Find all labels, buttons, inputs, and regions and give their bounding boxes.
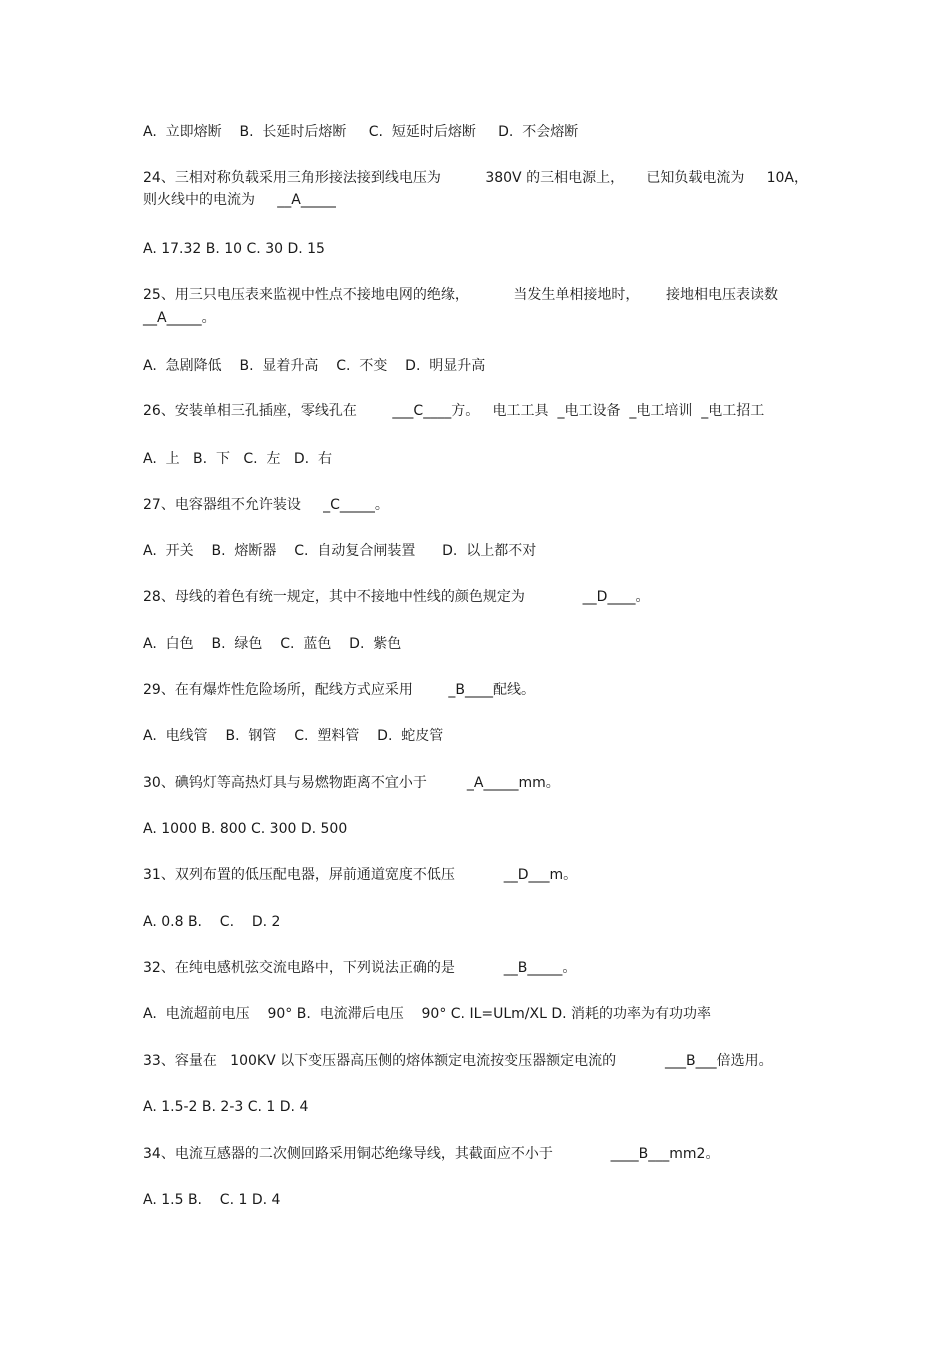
q25-question-line2: __A_____。	[143, 310, 216, 326]
q30-options: A. 1000 B. 800 C. 300 D. 500	[143, 821, 348, 837]
q34-options: A. 1.5 B. C. 1 D. 4	[143, 1192, 281, 1208]
q24-question-line2: 则火线中的电流为 __A_____	[143, 192, 336, 208]
q24-options: A. 17.32 B. 10 C. 30 D. 15	[143, 241, 325, 257]
q30-question: 30、碘钨灯等高热灯具与易燃物距离不宜小于 _A_____mm。	[143, 775, 560, 791]
q27-question: 27、电容器组不允许装设 _C_____。	[143, 497, 389, 513]
q25-options: A. 急剧降低 B. 显着升高 C. 不变 D. 明显升高	[143, 358, 486, 374]
q24-question-line1: 24、三相对称负载采用三角形接法接到线电压为 380V 的三相电源上， 已知负载电流为 10A，	[143, 170, 808, 186]
q32-options: A. 电流超前电压 90° B. 电流滞后电压 90° C. IL=ULm/XL D. 消耗的功率为有功功率	[143, 1006, 712, 1022]
q31-question: 31、双列布置的低压配电器，屏前通道宽度不低压 __D___m。	[143, 867, 578, 883]
q23-options: A. 立即熔断 B. 长延时后熔断 C. 短延时后熔断 D. 不会熔断	[143, 124, 579, 140]
q29-question: 29、在有爆炸性危险场所，配线方式应采用 _B____配线。	[143, 682, 536, 698]
q26-options: A. 上 B. 下 C. 左 D. 右	[143, 451, 332, 467]
q29-options: A. 电线管 B. 钢管 C. 塑料管 D. 蛇皮管	[143, 728, 444, 744]
q26-question: 26、安装单相三孔插座，零线孔在 ___C____方。 电工工具 _电工设备 _电工培训 _电工招工	[143, 403, 765, 419]
q31-options: A. 0.8 B. C. D. 2	[143, 914, 281, 930]
q28-question: 28、母线的着色有统一规定，其中不接地中性线的颜色规定为 __D____。	[143, 589, 650, 605]
q34-question: 34、电流互感器的二次侧回路采用铜芯绝缘导线，其截面应不小于 ____B___mm2。	[143, 1146, 720, 1162]
q25-question-line1: 25、用三只电压表来监视中性点不接地电网的绝缘， 当发生单相接地时， 接地相电压表读数	[143, 287, 779, 303]
q33-question: 33、容量在 100KV 以下变压器高压侧的熔体额定电流按变压器额定电流的 ___B___倍选用。	[143, 1053, 773, 1069]
q33-options: A. 1.5-2 B. 2-3 C. 1 D. 4	[143, 1099, 309, 1115]
q32-question: 32、在纯电感机弦交流电路中，下列说法正确的是 __B_____。	[143, 960, 577, 976]
q27-options: A. 开关 B. 熔断器 C. 自动复合闸装置 D. 以上都不对	[143, 543, 537, 559]
q28-options: A. 白色 B. 绿色 C. 蓝色 D. 紫色	[143, 636, 402, 652]
